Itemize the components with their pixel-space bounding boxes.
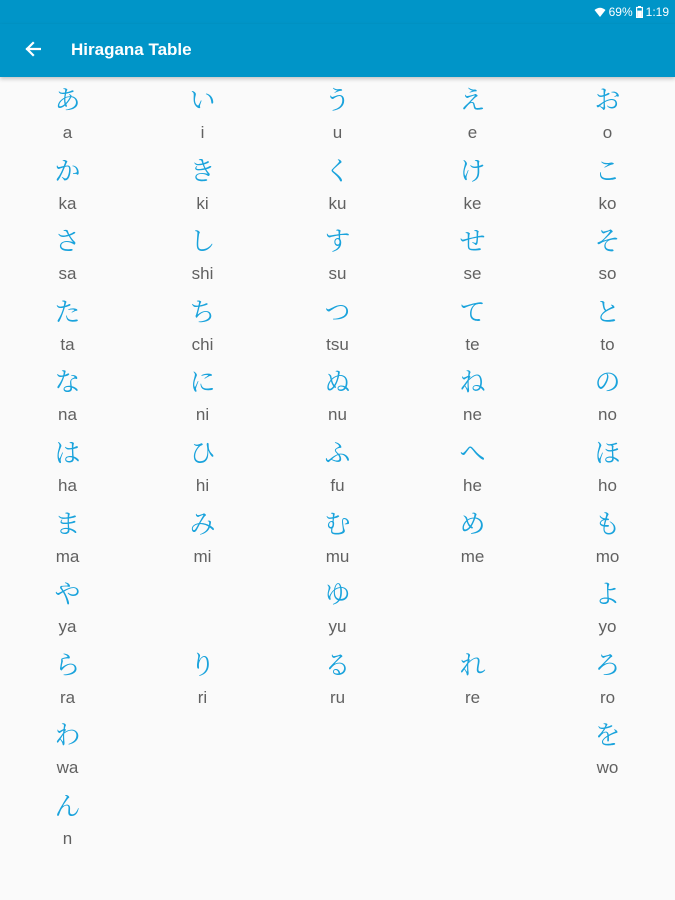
kana-character: や <box>54 580 81 611</box>
kana-romaji: wa <box>56 758 79 778</box>
kana-romaji: he <box>463 475 482 495</box>
kana-cell[interactable] <box>270 647 405 718</box>
kana-character: へ <box>459 438 486 469</box>
kana-romaji: fu <box>330 475 345 495</box>
kana-cell[interactable] <box>405 294 540 365</box>
kana-cell[interactable] <box>540 82 675 153</box>
kana-cell[interactable] <box>0 506 135 577</box>
empty-cell <box>405 717 540 788</box>
kana-cell[interactable] <box>0 153 135 224</box>
kana-character: え <box>459 86 486 116</box>
kana-character: ゆ <box>324 580 351 611</box>
kana-cell[interactable] <box>0 82 135 153</box>
battery-icon <box>636 6 643 18</box>
kana-romaji: e <box>467 123 478 142</box>
kana-character: れ <box>459 650 486 681</box>
kana-cell[interactable] <box>540 717 675 788</box>
kana-romaji: shi <box>191 264 214 284</box>
kana-romaji: ha <box>58 475 77 495</box>
kana-romaji: te <box>465 334 480 354</box>
kana-romaji: yu <box>328 617 347 637</box>
kana-character: ま <box>54 509 81 540</box>
kana-character: す <box>324 227 351 258</box>
kana-character: た <box>54 297 81 328</box>
kana-romaji: me <box>460 546 485 566</box>
kana-character: め <box>459 509 486 540</box>
kana-character: せ <box>459 227 486 258</box>
kana-romaji: i <box>200 123 205 142</box>
kana-romaji: ra <box>59 687 76 707</box>
kana-cell[interactable] <box>540 506 675 577</box>
kana-character: ら <box>54 650 81 681</box>
kana-cell[interactable] <box>135 82 270 153</box>
kana-cell[interactable] <box>540 576 675 647</box>
kana-romaji: ru <box>329 687 346 707</box>
kana-romaji: to <box>600 334 615 354</box>
empty-cell <box>270 717 405 788</box>
kana-character: わ <box>54 721 81 752</box>
kana-cell[interactable] <box>405 82 540 153</box>
kana-character: む <box>324 509 351 540</box>
kana-character: り <box>189 650 216 681</box>
empty-cell <box>135 576 270 647</box>
empty-cell <box>135 717 270 788</box>
kana-romaji: u <box>332 123 343 142</box>
kana-romaji: hi <box>195 475 210 495</box>
kana-romaji: ne <box>463 405 482 425</box>
kana-romaji: sa <box>58 264 77 284</box>
kana-character: ん <box>54 791 81 822</box>
kana-romaji: wo <box>596 758 619 778</box>
kana-character: か <box>54 156 81 187</box>
kana-romaji: so <box>598 264 617 284</box>
kana-cell[interactable] <box>405 435 540 506</box>
kana-cell[interactable] <box>270 364 405 435</box>
kana-romaji: ya <box>58 617 77 637</box>
kana-character: に <box>189 368 216 399</box>
empty-cell <box>540 788 675 859</box>
kana-cell[interactable] <box>540 294 675 365</box>
kana-character: お <box>594 86 621 116</box>
kana-romaji: se <box>463 264 482 284</box>
kana-cell[interactable] <box>405 647 540 718</box>
kana-cell[interactable] <box>135 647 270 718</box>
kana-cell[interactable] <box>405 153 540 224</box>
kana-romaji: mo <box>595 546 620 566</box>
kana-cell[interactable] <box>135 223 270 294</box>
kana-romaji: su <box>328 264 347 284</box>
empty-cell <box>270 788 405 859</box>
kana-romaji: ku <box>328 193 347 213</box>
kana-character: は <box>54 438 81 469</box>
kana-cell[interactable] <box>270 294 405 365</box>
kana-character: こ <box>594 156 621 187</box>
kana-character: う <box>324 86 351 116</box>
kana-romaji: ro <box>599 687 616 707</box>
kana-character: み <box>189 509 216 540</box>
kana-romaji: ni <box>195 405 210 425</box>
kana-romaji: ke <box>463 193 482 213</box>
kana-cell[interactable] <box>0 294 135 365</box>
kana-cell[interactable] <box>540 364 675 435</box>
kana-romaji: tsu <box>326 334 349 354</box>
kana-romaji: ta <box>60 334 75 354</box>
kana-romaji: mu <box>325 546 350 566</box>
kana-romaji: mi <box>193 546 212 566</box>
kana-romaji: chi <box>191 334 214 354</box>
kana-cell[interactable] <box>0 647 135 718</box>
kana-romaji: ma <box>55 546 80 566</box>
empty-cell <box>405 576 540 647</box>
kana-character: よ <box>594 580 621 611</box>
kana-character: も <box>594 509 621 540</box>
kana-character: ち <box>189 297 216 328</box>
kana-character: け <box>459 156 486 187</box>
kana-character: て <box>459 297 486 328</box>
kana-cell[interactable] <box>405 506 540 577</box>
kana-cell[interactable] <box>405 364 540 435</box>
kana-character: ぬ <box>324 368 351 399</box>
kana-character: ろ <box>594 650 621 681</box>
kana-cell[interactable] <box>135 435 270 506</box>
kana-character: き <box>189 156 216 187</box>
arrow-back-icon <box>25 41 41 61</box>
kana-cell[interactable] <box>0 788 135 859</box>
kana-romaji: yo <box>598 617 617 637</box>
wifi-icon <box>594 6 606 18</box>
battery-percent: 69% <box>608 5 633 19</box>
kana-cell[interactable] <box>0 576 135 647</box>
kana-character: そ <box>594 227 621 258</box>
kana-character: ほ <box>594 438 621 469</box>
app-bar <box>0 24 675 77</box>
kana-cell[interactable] <box>0 717 135 788</box>
kana-character: つ <box>324 297 351 328</box>
kana-character: る <box>324 650 351 681</box>
kana-romaji: ho <box>598 475 617 495</box>
kana-character: ね <box>459 368 486 399</box>
kana-character: の <box>594 368 621 399</box>
kana-cell[interactable] <box>270 435 405 506</box>
kana-romaji: ko <box>598 193 617 213</box>
kana-cell[interactable] <box>270 223 405 294</box>
kana-character: な <box>54 368 81 399</box>
kana-romaji: no <box>598 405 617 425</box>
kana-character: ひ <box>189 438 216 469</box>
kana-character: さ <box>54 227 81 258</box>
kana-cell[interactable] <box>135 153 270 224</box>
kana-romaji: o <box>602 123 613 142</box>
kana-cell[interactable] <box>540 435 675 506</box>
kana-character: く <box>324 156 351 187</box>
kana-character: あ <box>54 86 81 116</box>
kana-cell[interactable] <box>540 153 675 224</box>
kana-cell[interactable] <box>270 576 405 647</box>
kana-character: と <box>594 297 621 328</box>
kana-cell[interactable] <box>0 364 135 435</box>
page-title: Hiragana Table <box>71 40 192 59</box>
kana-character: ふ <box>324 438 351 469</box>
kana-romaji: n <box>62 828 73 848</box>
kana-character: い <box>189 86 216 116</box>
hiragana-grid <box>0 82 675 859</box>
kana-cell[interactable] <box>540 223 675 294</box>
kana-romaji: ki <box>196 193 209 213</box>
kana-romaji: a <box>62 123 73 142</box>
kana-cell[interactable] <box>540 647 675 718</box>
kana-romaji: ka <box>58 193 77 213</box>
kana-cell[interactable] <box>135 506 270 577</box>
empty-cell <box>135 788 270 859</box>
back-button[interactable] <box>19 37 47 65</box>
status-indicators <box>594 4 669 20</box>
kana-romaji: nu <box>328 405 347 425</box>
kana-cell[interactable] <box>270 506 405 577</box>
kana-cell[interactable] <box>270 153 405 224</box>
kana-character: を <box>594 721 621 752</box>
kana-cell[interactable] <box>135 294 270 365</box>
kana-cell[interactable] <box>405 223 540 294</box>
empty-cell <box>405 788 540 859</box>
kana-cell[interactable] <box>135 364 270 435</box>
kana-romaji: ri <box>197 687 208 707</box>
kana-cell[interactable] <box>270 82 405 153</box>
kana-romaji: re <box>464 687 481 707</box>
kana-character: し <box>189 227 216 258</box>
status-time: 1:19 <box>645 5 669 19</box>
kana-cell[interactable] <box>0 435 135 506</box>
kana-romaji: na <box>58 405 77 425</box>
status-bar <box>0 0 675 24</box>
kana-cell[interactable] <box>0 223 135 294</box>
